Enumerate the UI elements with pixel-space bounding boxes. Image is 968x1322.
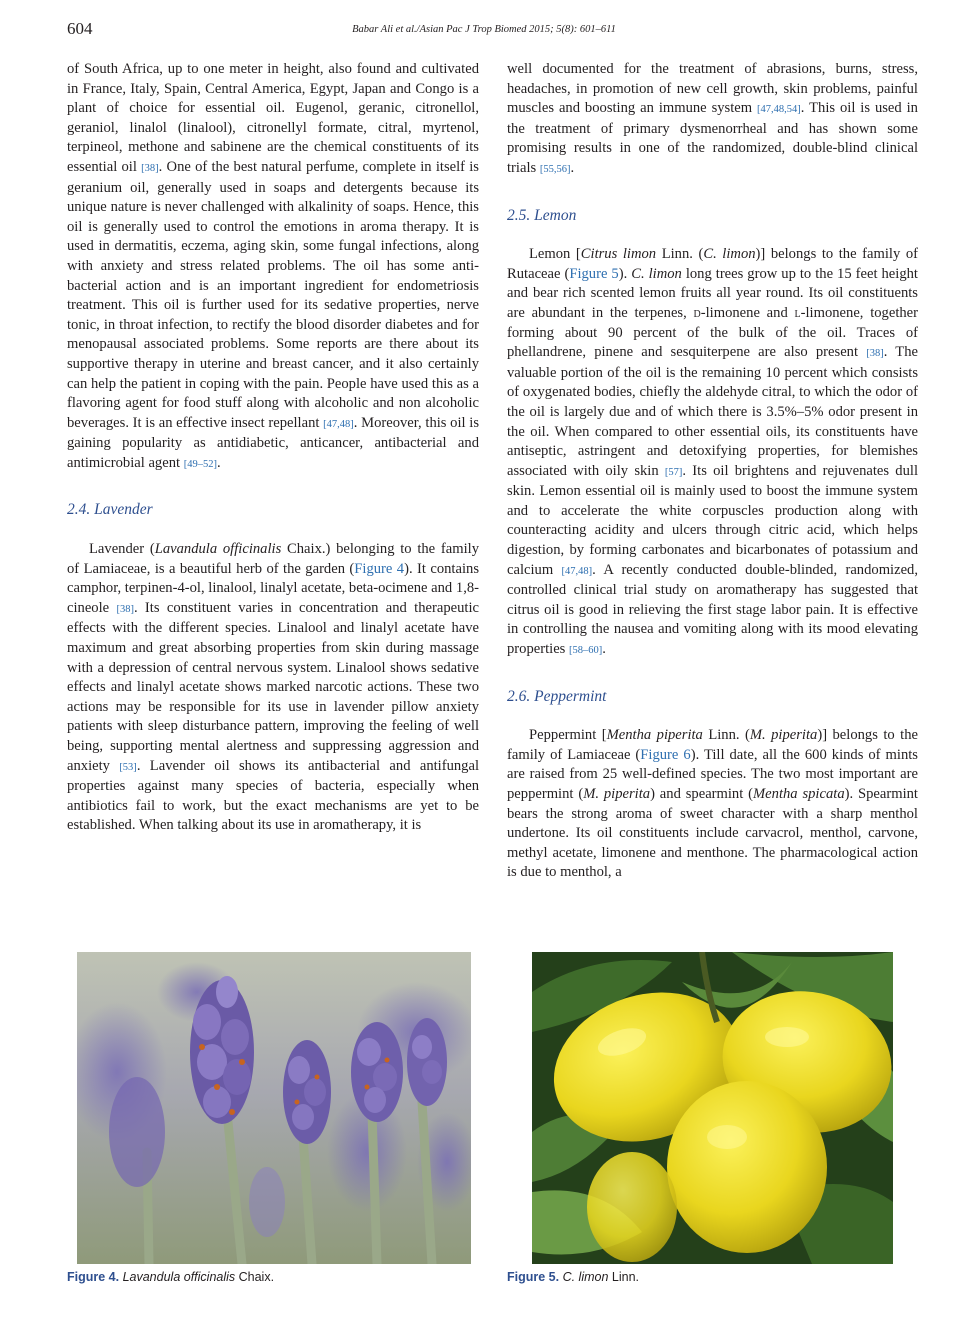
citation-link[interactable]: [57] xyxy=(664,466,683,478)
right-column xyxy=(507,60,918,883)
citation-link[interactable]: [38] xyxy=(116,603,134,615)
citation-link[interactable]: [47,48] xyxy=(323,418,354,430)
citation-link[interactable]: [47,48,54] xyxy=(757,104,801,116)
citation-link[interactable]: [58–60] xyxy=(569,645,603,657)
figure-5-caption: Figure 5. C. limon Linn. xyxy=(507,1270,640,1284)
citation-link[interactable]: [38] xyxy=(141,162,159,174)
figure-4-link[interactable]: Figure 4 xyxy=(354,560,405,577)
lavender-continued-paragraph: well documented for the treatment of abrasions, burns, stress, headaches, in promotion of new cell growth, skin problems, painful muscles and boosting an immune system [47,48,54]. This oil is used in the treatment of primary dysmenorrheal and has shown some promising results in one of the randomized, double-blind clinical trials [55,56]. xyxy=(507,61,918,176)
section-heading-lavender: 2.4. Lavender xyxy=(67,501,153,519)
citation-link[interactable]: [49–52] xyxy=(183,458,217,470)
lemon-paragraph: Lemon [Citrus limon Linn. (C. limon)] belongs to the family of Rutaceae (Figure 5). C. limon long trees grow up to the 15 feet height and bear rich scented lemon fruits all year round. Its oil constituents are abundant in the terpenes, d-limonene and l-limonene, together forming about 90 percent of the bulk of the oil. Traces of phellandrene, pinene and sesquiterpene are also present [38]. The valuable portion of the oil is the remaining 10 percent which consists of oxygenated bodies, chiefly the aldehyde citral, to which the odor of the oil is largely due and of which there is 3.5%–5% odor present in the oil. When compared to other essential oils, its constituents have antiseptic, astringent and detoxifying properties, for blemishes associated with oily skin [57]. Its oil brightens and rejuvenates dull skin. Lemon essential oil is mainly used to boost the immune system and to accelerate the white corpuscles production along with counteracting acidity and ulcers through citric acid, which helps digestion, by forming carbonates and bicarbonates of potassium and calcium [47,48]. A recently conducted double-blinded, randomized, controlled clinical trial study on aromatherapy has suggested that citrus oil is good in relieving the first stage labor pain. It is effective in controlling the nausea and vomiting along with its mood elevating properties [58–60]. xyxy=(507,246,919,658)
citation-link[interactable]: [38] xyxy=(866,348,884,360)
figure-4-caption: Figure 4. Lavandula officinalis Chaix. xyxy=(67,1270,275,1284)
figure-5-link[interactable]: Figure 5 xyxy=(569,265,619,282)
lemon-photo xyxy=(532,952,893,1264)
section-heading-lemon: 2.5. Lemon xyxy=(507,206,577,224)
page-number: 604 xyxy=(67,19,93,38)
lavender-paragraph: Lavender (Lavandula officinalis Chaix.) belonging to the family of Lamiaceae, is a beautiful herb of the garden (Figure 4). It contains camphor, terpinen-4-ol, linalool, linalyl acetate, beta-ocimene and 1,8-cineole [38]. Its constituent varies in concentration and therapeutic effects with the different species. Linalool and linalyl acetate have maximum and great absorbing properties from skin during massage with a depression of central nervous system. Linalool shows sedative effects and linalyl acetate shows marked narcotic actions. These two actions may be responsible for its use in lavender pillow anxiety patients with sleep disturbance pattern, improving the feeling of well being, supporting mental alertness and suppressing aggression and anxiety [53]. Lavender oil shows its antibacterial and antifungal properties against many species of bacteria, especially when antibiotics fail to work, but the exact mechanisms are yet to be established. When talking about its use in aromatherapy, it is xyxy=(67,541,480,834)
left-column xyxy=(67,60,479,836)
running-header: Babar Ali et al./Asian Pac J Trop Biomed 2015; 5(8): 601–611 xyxy=(352,24,616,35)
citation-link[interactable]: [53] xyxy=(119,761,137,773)
citation-link[interactable]: [47,48] xyxy=(561,565,593,577)
section-heading-peppermint: 2.6. Peppermint xyxy=(507,687,607,705)
lavender-photo xyxy=(77,952,471,1264)
geranium-paragraph: of South Africa, up to one meter in height, also found and cultivated in France, Italy, Spain, Central America, Egypt, Japan and Congo is a plant of choice for essential oil. Eugenol, geranic, citronellol, geraniol, linalol (linalool), citronellyl formate, citral, myrtenol, terpineol, methone and sabinene are the chemical constituents of its essential oil [38]. One of the best natural perfume, complete in itself is geranium oil, generally used in soaps and detergents because its unique nature is never challenged with alkalinity of soaps. Hence, this oil is generally used to control the emotions in aroma therapy. It is used in dermatitis, eczema, aging skin, some fungal infections, along with anxiety and stress related problems. The oil has some anti-bacterial action and is an important ingredient for endometriosis treatment. This oil is further used for its sedative properties, nerve tonic, in throat infection, to rectify the blood disorder diabetes and for menopausal associated problems. Some reports are there about its supportive therapy in uterine and breast cancer, and it also certainly can help the patient in coping with the pain. People have used this as a flavoring agent for food stuff along with alcoholic and non alcoholic beverages. It is an effective insect repellant [47,48]. Moreover, this oil is gaining popularity as antidiabetic, anticancer, antibacterial and antimicrobial agent [49–52]. xyxy=(67,61,479,471)
peppermint-paragraph: Peppermint [Mentha piperita Linn. (M. piperita)] belongs to the family of Lamiaceae (Figure 6). Till date, all the 600 kinds of mints are raised from 25 well-defined species. The two most important are peppermint (M. piperita) and spearmint (Mentha spicata). Spearmint bears the strong aroma of sweet character with a sharp menthol undertone. Its oil constituents include carvacrol, menthol, carvone, methyl acetate, limonene and menthone. The pharmacological action is due to menthol, a xyxy=(507,727,918,881)
figure-6-link[interactable]: Figure 6 xyxy=(640,746,691,763)
citation-link[interactable]: [55,56] xyxy=(539,163,571,175)
